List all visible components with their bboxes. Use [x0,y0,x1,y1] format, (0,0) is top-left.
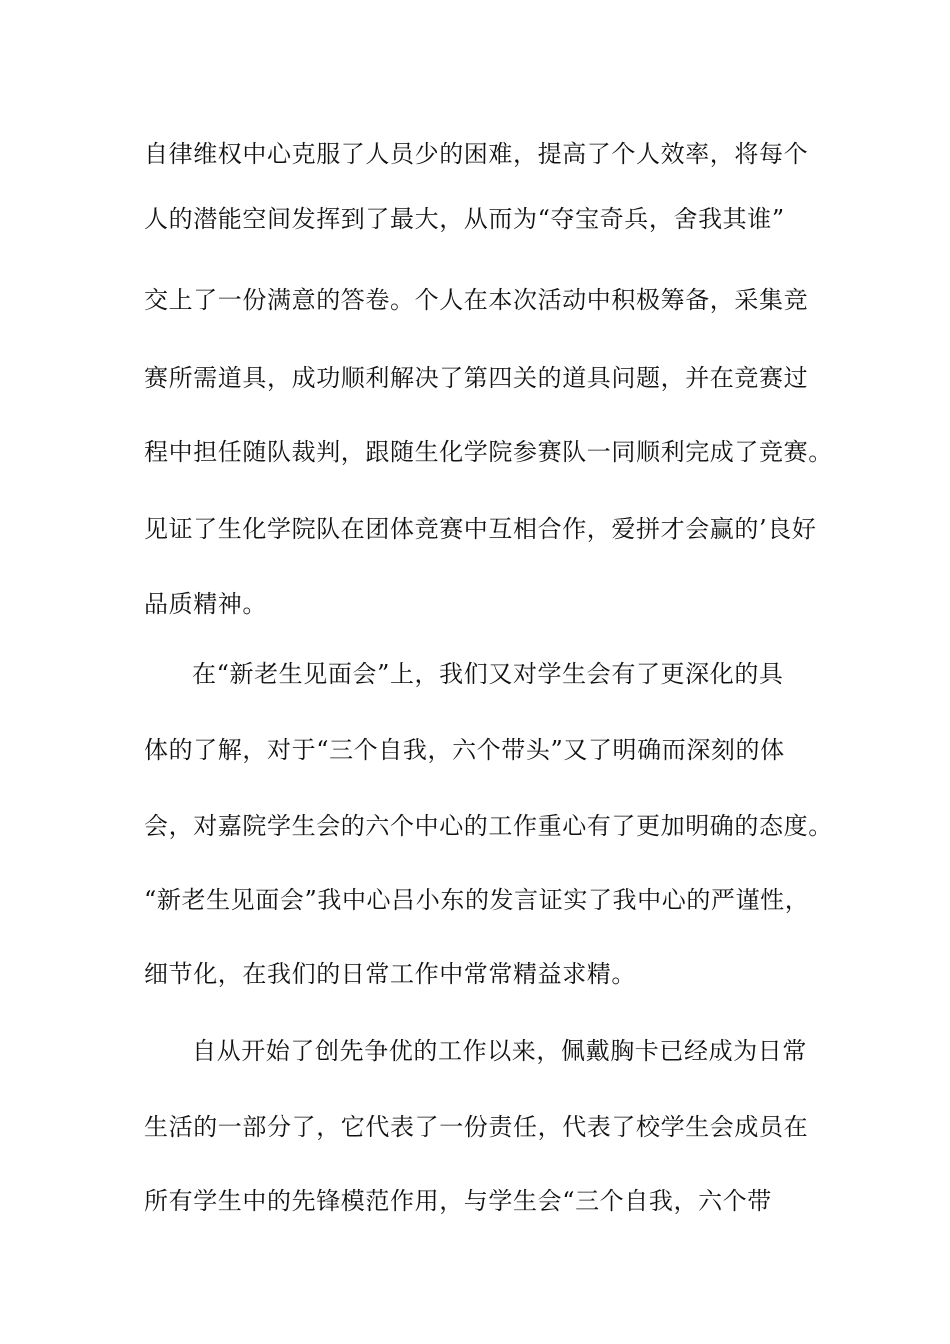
paragraph-line: 所有学生中的先锋模范作用，与学生会“三个自我，六个带 [144,1187,772,1215]
paragraph-line: 生活的一部分了，它代表了一份责任，代表了校学生会成员在 [144,1113,809,1141]
paragraph-line: 会，对嘉院学生会的六个中心的工作重心有了更加明确的态度。 [144,812,833,840]
paragraph-line: 人的潜能空间发挥到了最大，从而为“夺宝奇兵，舍我其谁” [144,205,785,233]
paragraph-line: 赛所需道具，成功顺利解决了第四关的道具问题，并在竞赛过 [144,364,809,392]
paragraph-line: 品质精神。 [144,590,267,618]
paragraph-line: 交上了一份满意的答卷。个人在本次活动中积极筹备，采集竞 [144,286,809,314]
paragraph-line: “新老生见面会”我中心吕小东的发言证实了我中心的严谨性， [144,886,810,914]
paragraph-line: 自律维权中心克服了人员少的困难，提高了个人效率，将每个 [144,140,809,168]
paragraph-line: 程中担任随队裁判，跟随生化学院参赛队一同顺利完成了竞赛。 [144,438,833,466]
paragraph-line: 见证了生化学院队在团体竞赛中互相合作，爱拼才会赢的’良好 [144,515,817,543]
paragraph-line: 自从开始了创先争优的工作以来，佩戴胸卡已经成为日常 [192,1037,807,1065]
paragraph-line: 体的了解，对于“三个自我，六个带头”又了明确而深刻的体 [144,736,785,764]
paragraph-line: 细节化，在我们的日常工作中常常精益求精。 [144,960,636,988]
paragraph-line: 在“新老生见面会”上，我们又对学生会有了更深化的具 [192,660,784,688]
